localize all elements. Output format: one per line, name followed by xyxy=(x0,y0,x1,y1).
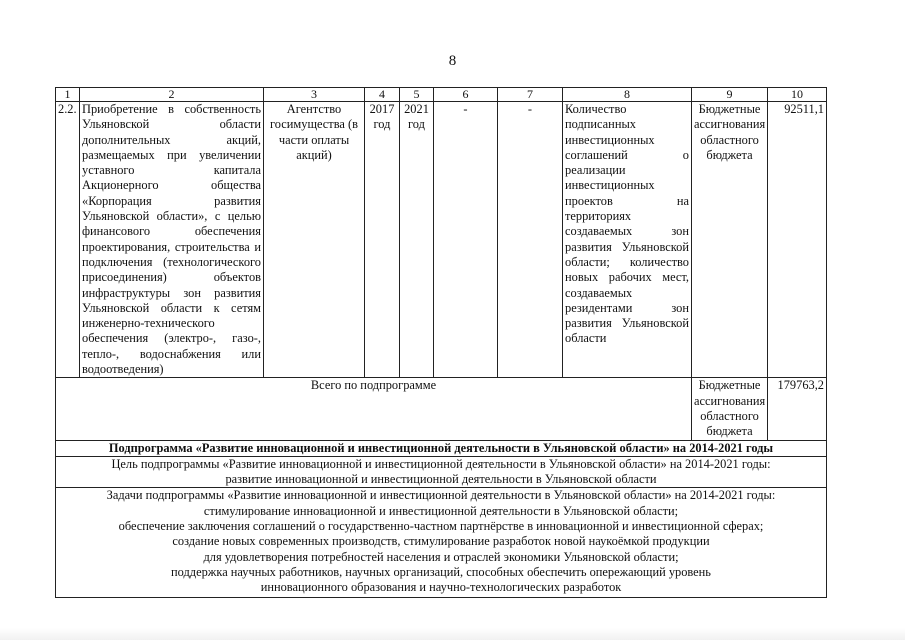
task-line: создание новых современных производств, стимулирование разработок новой наукоёмкой продукции xyxy=(172,534,710,549)
goal-header: Цель подпрограммы «Развитие инновационной и инвестиционной деятельности в Ульяновской области» на 2014-2021 годы: xyxy=(111,456,771,471)
year-end: 2021 год xyxy=(400,102,434,378)
column-number: 8 xyxy=(563,88,692,102)
scan-edge xyxy=(0,628,905,640)
column-number: 4 xyxy=(365,88,400,102)
task-line: обеспечение заключения соглашений о государственно-частном партнёрстве в инновационной и инвестиционной сферах; xyxy=(118,519,764,534)
row-number: 2.2. xyxy=(56,102,80,378)
funding-amount: 92511,1 xyxy=(768,102,827,378)
page-number: 8 xyxy=(448,53,457,69)
year-start: 2017 год xyxy=(365,102,400,378)
measure-description: Приобретение в собственность Ульяновской области дополнительных акций, размещаемых при увеличении уставного капитала Акционерного общества «Корпорация развития Ульяновской области», с целью финансового обеспечения проектирования, строительства и подключения (технологического присоединения) объектов инфраструктуры зон развития Ульяновской области к сетям инженерно-технического обеспечения (электро-, газо-, тепло-, водоснабжения или водоотведения) xyxy=(80,102,264,378)
task-line: стимулирование инновационной и инвестиционной деятельности в Ульяновской области; xyxy=(203,503,679,518)
column-number: 2 xyxy=(80,88,264,102)
subprogram-goal-row xyxy=(56,456,827,488)
subprogram-title: Подпрограмма «Развитие инновационной и инвестиционной деятельности в Ульяновской области» на 2014-2021 годы xyxy=(56,440,827,456)
subprogram-goal xyxy=(56,456,827,488)
task-line: для удовлетворения потребностей населения и отраслей экономики Ульяновской области; xyxy=(203,549,679,564)
column-7-value: - xyxy=(498,102,563,378)
task-line: инновационного образования и научно-технологических разработок xyxy=(260,580,622,595)
total-label: Всего по подпрограмме xyxy=(56,378,692,440)
column-number: 6 xyxy=(434,88,498,102)
column-number: 10 xyxy=(768,88,827,102)
subprogram-title-row xyxy=(56,440,827,456)
column-number: 3 xyxy=(264,88,365,102)
column-number: 9 xyxy=(692,88,768,102)
column-number: 5 xyxy=(400,88,434,102)
program-table xyxy=(55,87,827,598)
task-line: поддержка научных работников, научных организаций, способных обеспечить опережающий уровень xyxy=(171,564,711,579)
column-number: 7 xyxy=(498,88,563,102)
subprogram-tasks xyxy=(56,488,827,597)
target-indicators: Количество подписанных инвестиционных соглашений о реализации инвестиционных проектов на территориях создаваемых зон развития Ульяновской области; количество новых рабочих мест, создаваемых резидентами зон развития Ульяновской области xyxy=(563,102,692,378)
column-number-row xyxy=(56,88,827,102)
column-number: 1 xyxy=(56,88,80,102)
responsible-agency: Агентство госимущества (в части оплаты акций) xyxy=(264,102,365,378)
goal-text: развитие инновационной и инвестиционной деятельности в Ульяновской области xyxy=(225,472,657,487)
funding-source: Бюджетные ассигнования областного бюджета xyxy=(692,102,768,378)
column-6-value: - xyxy=(434,102,498,378)
tasks-header: Задачи подпрограммы «Развитие инновационной и инвестиционной деятельности в Ульяновской области» на 2014-2021 годы: xyxy=(106,488,776,503)
total-funding-source: Бюджетные ассигнования областного бюджета xyxy=(692,378,768,440)
total-row xyxy=(56,378,827,440)
total-amount: 179763,2 xyxy=(768,378,827,440)
table-row xyxy=(56,102,827,378)
subprogram-tasks-row xyxy=(56,488,827,597)
